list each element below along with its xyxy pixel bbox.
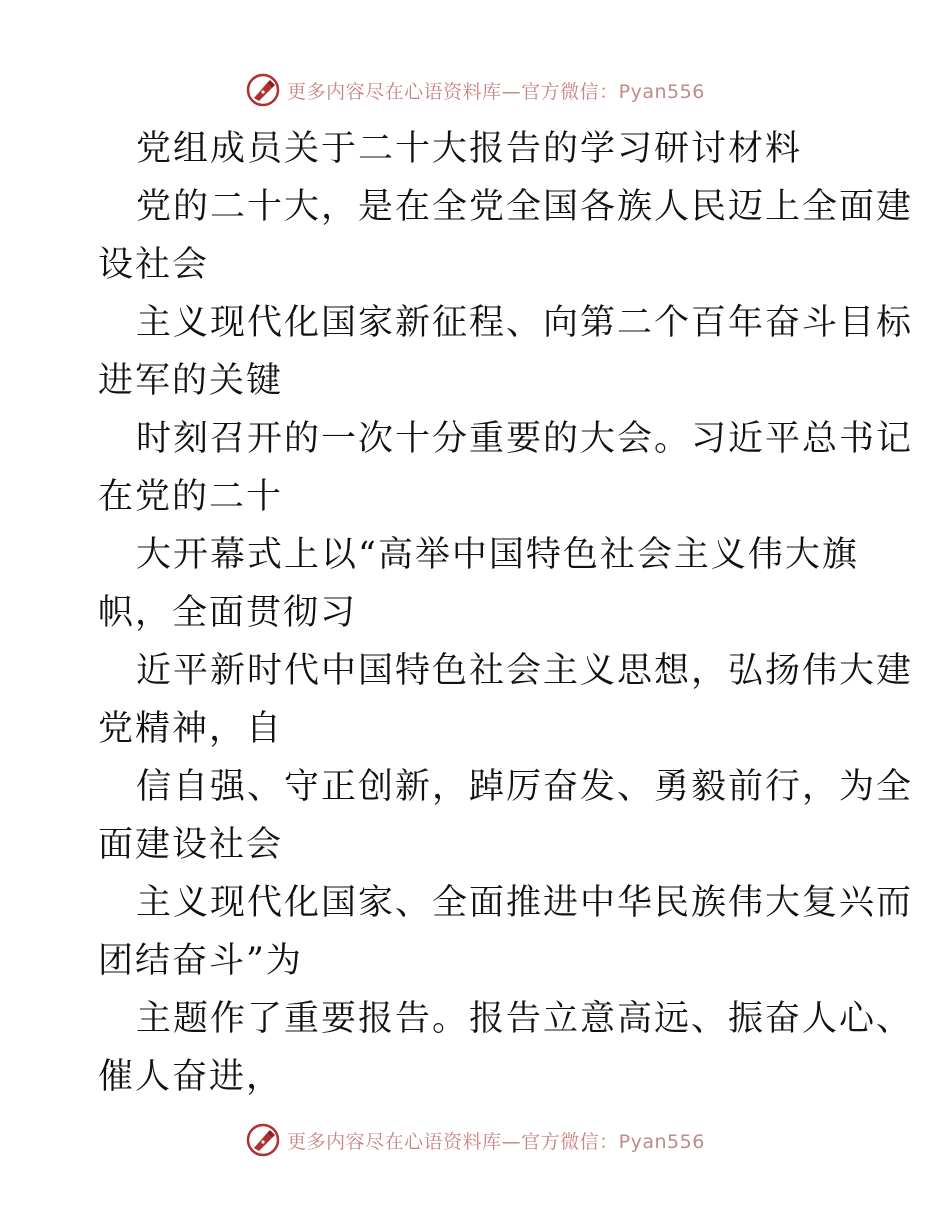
document-body (98, 120, 914, 1106)
paragraph-line: 大开幕式上以“高举中国特色社会主义伟大旗 (136, 535, 859, 575)
paragraph-line: 主题作了重要报告。报告立意高远、振奋人心、 (136, 999, 914, 1039)
banner-promo-text: 更多内容尽在心语资料库—官方微信： (287, 80, 619, 103)
paragraph-line: 帜，全面贯彻习 (98, 593, 358, 633)
paragraph-line: 时刻召开的一次十分重要的大会。习近平总书记 (136, 419, 914, 459)
banner-text (287, 77, 705, 104)
banner-promo-text: 更多内容尽在心语资料库—官方微信： (287, 1130, 619, 1153)
document-title: 党组成员关于二十大报告的学习研讨材料 (136, 129, 803, 169)
pen-nib-logo-icon (245, 1122, 281, 1158)
banner-wechat-id: Pyan556 (618, 1130, 705, 1153)
paragraph-line: 主义现代化国家、全面推进中华民族伟大复兴而 (136, 883, 914, 923)
paragraph-line: 党精神，自 (98, 709, 284, 749)
pen-nib-logo-icon (245, 72, 281, 108)
paragraph-line: 近平新时代中国特色社会主义思想，弘扬伟大建 (136, 651, 914, 691)
paragraph-line: 面建设社会 (98, 825, 284, 865)
paragraph-line: 团结奋斗”为 (98, 941, 303, 981)
paragraph-line: 主义现代化国家新征程、向第二个百年奋斗目标 (136, 303, 914, 343)
banner-text (287, 1127, 705, 1154)
paragraph-line: 信自强、守正创新，踔厉奋发、勇毅前行，为全 (136, 767, 914, 807)
footer-banner (0, 1120, 950, 1160)
banner-wechat-id: Pyan556 (618, 80, 705, 103)
paragraph-line: 党的二十大，是在全党全国各族人民迈上全面建 (136, 187, 914, 227)
header-banner (0, 70, 950, 110)
paragraph-line: 在党的二十 (98, 477, 284, 517)
paragraph-line: 设社会 (98, 245, 210, 285)
paragraph-line: 催人奋进， (98, 1057, 284, 1097)
paragraph-line: 进军的关键 (98, 361, 284, 401)
